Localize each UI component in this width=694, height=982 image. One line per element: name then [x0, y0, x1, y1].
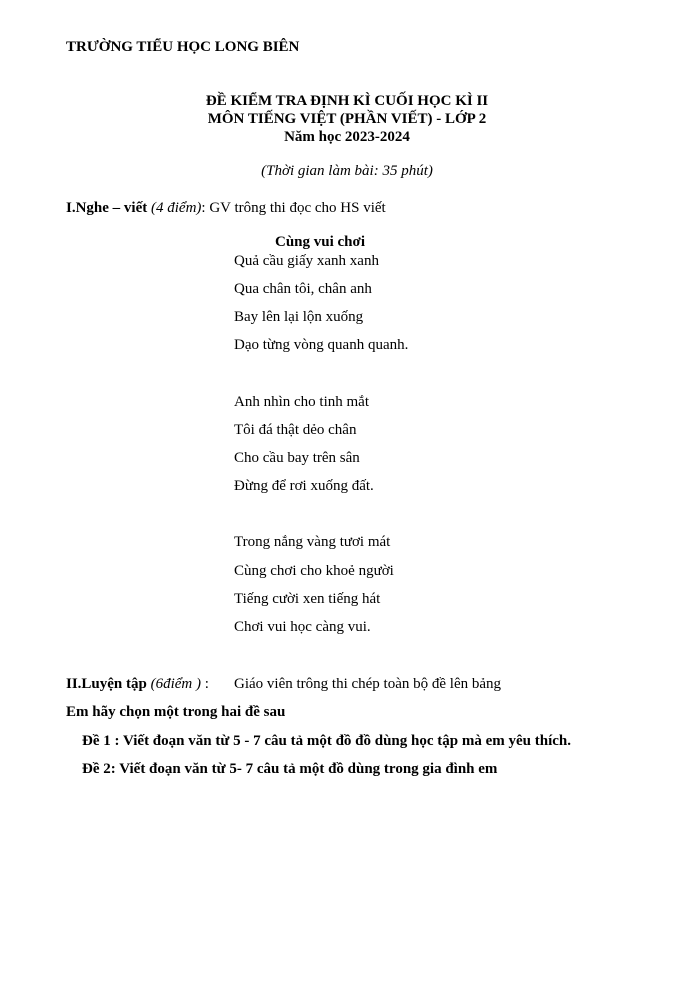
section1-instruction: : GV trông thi đọc cho HS viết: [201, 200, 386, 216]
poem-line: Quả cầu giấy xanh xanh: [234, 253, 379, 269]
poem-line: Cùng chơi cho khoẻ người: [234, 563, 394, 579]
exam-time: (Thời gian làm bài: 35 phút): [261, 163, 433, 179]
poem-line: Dạo từng vòng quanh quanh.: [234, 337, 409, 353]
section2-heading: [66, 675, 209, 693]
topic-2: Đề 2: Viết đoạn văn từ 5- 7 câu tả một đồ dùng trong gia đình em: [82, 761, 498, 777]
topic-1: Đề 1 : Viết đoạn văn từ 5 - 7 câu tả một đồ đồ dùng học tập mà em yêu thích.: [82, 733, 572, 749]
poem-line: Chơi vui học càng vui.: [234, 619, 371, 635]
poem-line: Tiếng cười xen tiếng hát: [234, 591, 381, 607]
section1-title: I.Nghe – viết: [66, 200, 148, 216]
section2-points: (6điểm ): [150, 676, 202, 692]
school-year: Năm học 2023-2024: [284, 129, 410, 145]
exam-title: ĐỀ KIỂM TRA ĐỊNH KÌ CUỐI HỌC KÌ II: [205, 93, 489, 109]
section2-instruction: Giáo viên trông thi chép toàn bộ đề lên bảng: [234, 676, 502, 692]
poem-line: Qua chân tôi, chân anh: [234, 281, 372, 297]
section1-points: (4 điểm): [151, 200, 202, 216]
section2-title: II.Luyện tập: [66, 676, 147, 692]
poem-line: Đừng để rơi xuống đất.: [234, 478, 374, 494]
section1-heading: [66, 199, 386, 217]
school-name: TRƯỜNG TIỂU HỌC LONG BIÊN: [66, 39, 300, 55]
choose-instruction: Em hãy chọn một trong hai đề sau: [66, 704, 286, 720]
poem-line: Bay lên lại lộn xuống: [234, 309, 364, 325]
poem-line: Anh nhìn cho tinh mắt: [234, 394, 369, 410]
exam-subject: MÔN TIẾNG VIỆT (PHẦN VIẾT) - LỚP 2: [207, 111, 487, 127]
poem-line: Tôi đá thật dẻo chân: [234, 422, 357, 438]
poem-line: Trong nắng vàng tươi mát: [234, 534, 391, 550]
section2-colon: :: [201, 676, 209, 692]
poem-title: Cùng vui chơi: [275, 234, 365, 250]
poem-line: Cho cầu bay trên sân: [234, 450, 360, 466]
